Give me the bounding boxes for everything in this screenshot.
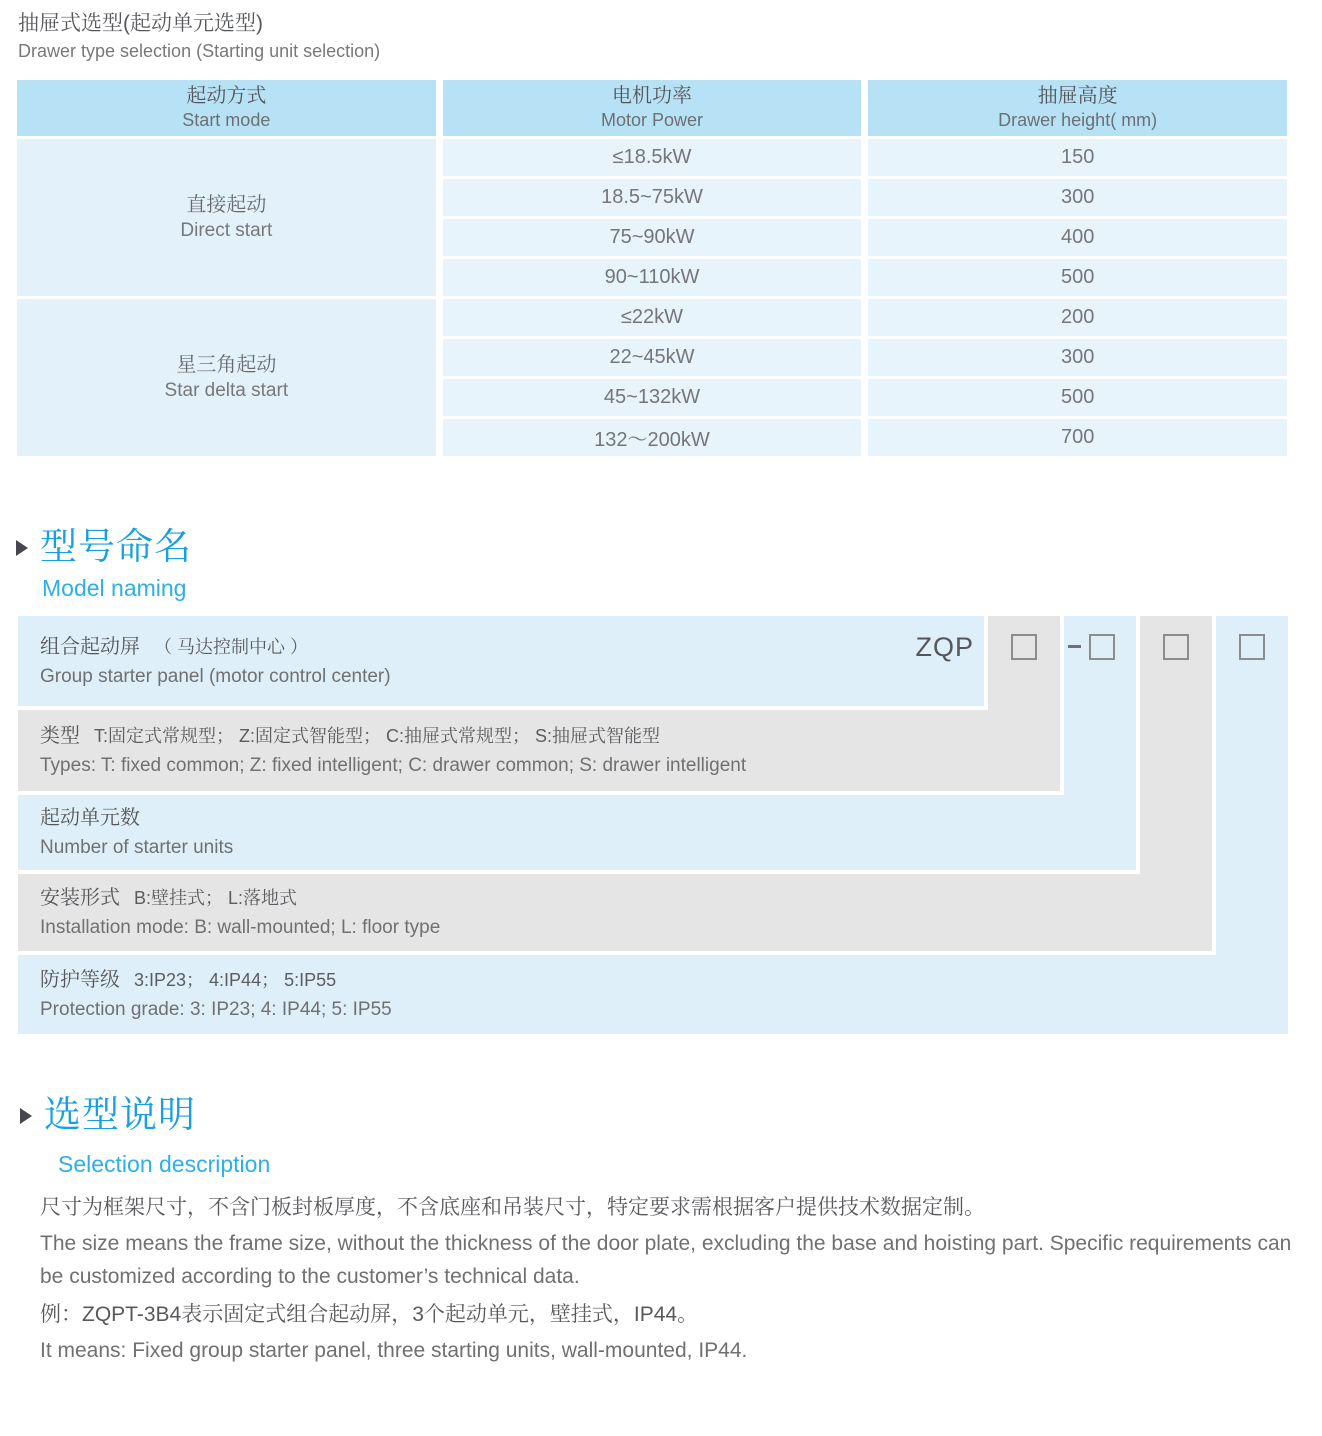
table-cell-height: 200 xyxy=(868,299,1287,336)
table-cell-height: 400 xyxy=(868,219,1287,256)
table-cell-power: 22~45kW xyxy=(443,339,862,376)
group-direct-start-zh: 直接起动 xyxy=(186,194,267,216)
example-en: It means: Fixed group starter panel, three starting units, wall-mounted, IP44. xyxy=(40,1339,748,1362)
model-naming-title-zh: 型号命名 xyxy=(40,526,192,567)
group-cell-star-delta xyxy=(17,299,436,456)
band-label-zh: 防护等级 xyxy=(40,969,120,991)
group-star-delta-zh: 星三角起动 xyxy=(176,354,277,376)
group-cell-direct-start xyxy=(17,139,436,296)
header-start-mode-en: Start mode xyxy=(182,110,271,130)
table-cell-height: 500 xyxy=(868,259,1287,296)
band-en: Installation mode: B: wall-mounted; L: floor type xyxy=(40,917,441,938)
selection-title-zh: 选型说明 xyxy=(44,1094,196,1135)
group-direct-start-en: Direct start xyxy=(180,220,273,241)
table-cell-power: ≤18.5kW xyxy=(443,139,862,176)
band-starter-units xyxy=(18,795,1136,870)
band-en: Types: T: fixed common; Z: fixed intelligent; C: drawer common; S: drawer intelligent xyxy=(40,755,747,776)
section-bullet-icon xyxy=(16,540,28,556)
model-naming-diagram xyxy=(18,616,1288,1034)
band-zh xyxy=(40,632,984,662)
page-title-en: Drawer type selection (Starting unit selection) xyxy=(18,41,381,61)
band-zh xyxy=(40,803,1136,833)
band-zh xyxy=(40,883,1212,913)
table-cell-height: 150 xyxy=(868,139,1287,176)
band-en: Group starter panel (motor control center) xyxy=(40,665,391,687)
band-note-zh: T:固定式常规型； Z:固定式智能型； C:抽屉式常规型； S:抽屉式智能型 xyxy=(94,726,661,746)
description-en: The size means the frame size, without the thickness of the door plate, excluding the base and hoisting part. Specific requirements can be customized according to the customer’s technical data. xyxy=(40,1232,1292,1288)
table-cell-power: 132～200kW xyxy=(443,419,862,456)
example-zh: 例：ZQPT-3B4表示固定式组合起动屏，3个起动单元，壁挂式，IP44。 xyxy=(40,1303,699,1326)
header-drawer-height-en: Drawer height( mm) xyxy=(998,110,1158,130)
band-label-zh: 安装形式 xyxy=(40,887,120,909)
band-note-zh: （ 马达控制中心 ） xyxy=(154,636,309,657)
code-box-icon xyxy=(1089,634,1115,660)
page-title-zh: 抽屉式选型(起动单元选型) xyxy=(18,12,263,35)
header-drawer-height-zh: 抽屉高度 xyxy=(1037,85,1118,107)
band-group-starter-panel xyxy=(18,616,984,706)
table-cell-height: 300 xyxy=(868,339,1287,376)
band-label-zh: 起动单元数 xyxy=(40,807,140,829)
band-installation-mode xyxy=(18,874,1212,951)
selection-title-en: Selection description xyxy=(58,1151,271,1177)
band-zh xyxy=(40,965,1288,995)
band-types xyxy=(18,710,1060,791)
table-cell-height: 500 xyxy=(868,379,1287,416)
table-cell-power: 45~132kW xyxy=(443,379,862,416)
table-header-drawer-height xyxy=(868,80,1287,136)
table-header-start-mode xyxy=(17,80,436,136)
table-cell-power: 90~110kW xyxy=(443,259,862,296)
drawer-selection-table xyxy=(17,80,1287,456)
table-cell-height: 700 xyxy=(868,419,1287,456)
band-zh xyxy=(40,721,1060,751)
band-protection-grade xyxy=(18,955,1288,1034)
header-motor-power-en: Motor Power xyxy=(600,110,704,130)
description-zh: 尺寸为框架尺寸，不含门板封板厚度，不含底座和吊装尺寸，特定要求需根据客户提供技术数据定制。 xyxy=(40,1196,985,1219)
header-motor-power-zh: 电机功率 xyxy=(611,85,692,107)
header-start-mode-zh: 起动方式 xyxy=(186,85,267,107)
band-note-zh: 3:IP23； 4:IP44； 5:IP55 xyxy=(134,970,337,990)
code-box-icon xyxy=(1239,634,1265,660)
code-dash-icon xyxy=(1068,645,1081,648)
table-header-motor-power xyxy=(443,80,862,136)
band-label-zh: 组合起动屏 xyxy=(40,635,140,658)
band-en: Number of starter units xyxy=(40,837,234,858)
band-note-zh: B:壁挂式； L:落地式 xyxy=(134,888,298,908)
code-box-icon xyxy=(1011,634,1037,660)
table-cell-power: 18.5~75kW xyxy=(443,179,862,216)
table-cell-height: 300 xyxy=(868,179,1287,216)
table-cell-power: 75~90kW xyxy=(443,219,862,256)
band-en: Protection grade: 3: IP23; 4: IP44; 5: IP55 xyxy=(40,999,392,1020)
band-label-zh: 类型 xyxy=(40,725,80,747)
model-code: ZQP xyxy=(915,632,974,662)
section-bullet-icon xyxy=(20,1108,32,1124)
group-star-delta-en: Star delta start xyxy=(164,380,289,401)
code-box-icon xyxy=(1163,634,1189,660)
model-naming-title-en: Model naming xyxy=(42,575,187,601)
table-cell-power: ≤22kW xyxy=(443,299,862,336)
selection-description xyxy=(40,1192,1292,1373)
page-title xyxy=(18,10,380,64)
